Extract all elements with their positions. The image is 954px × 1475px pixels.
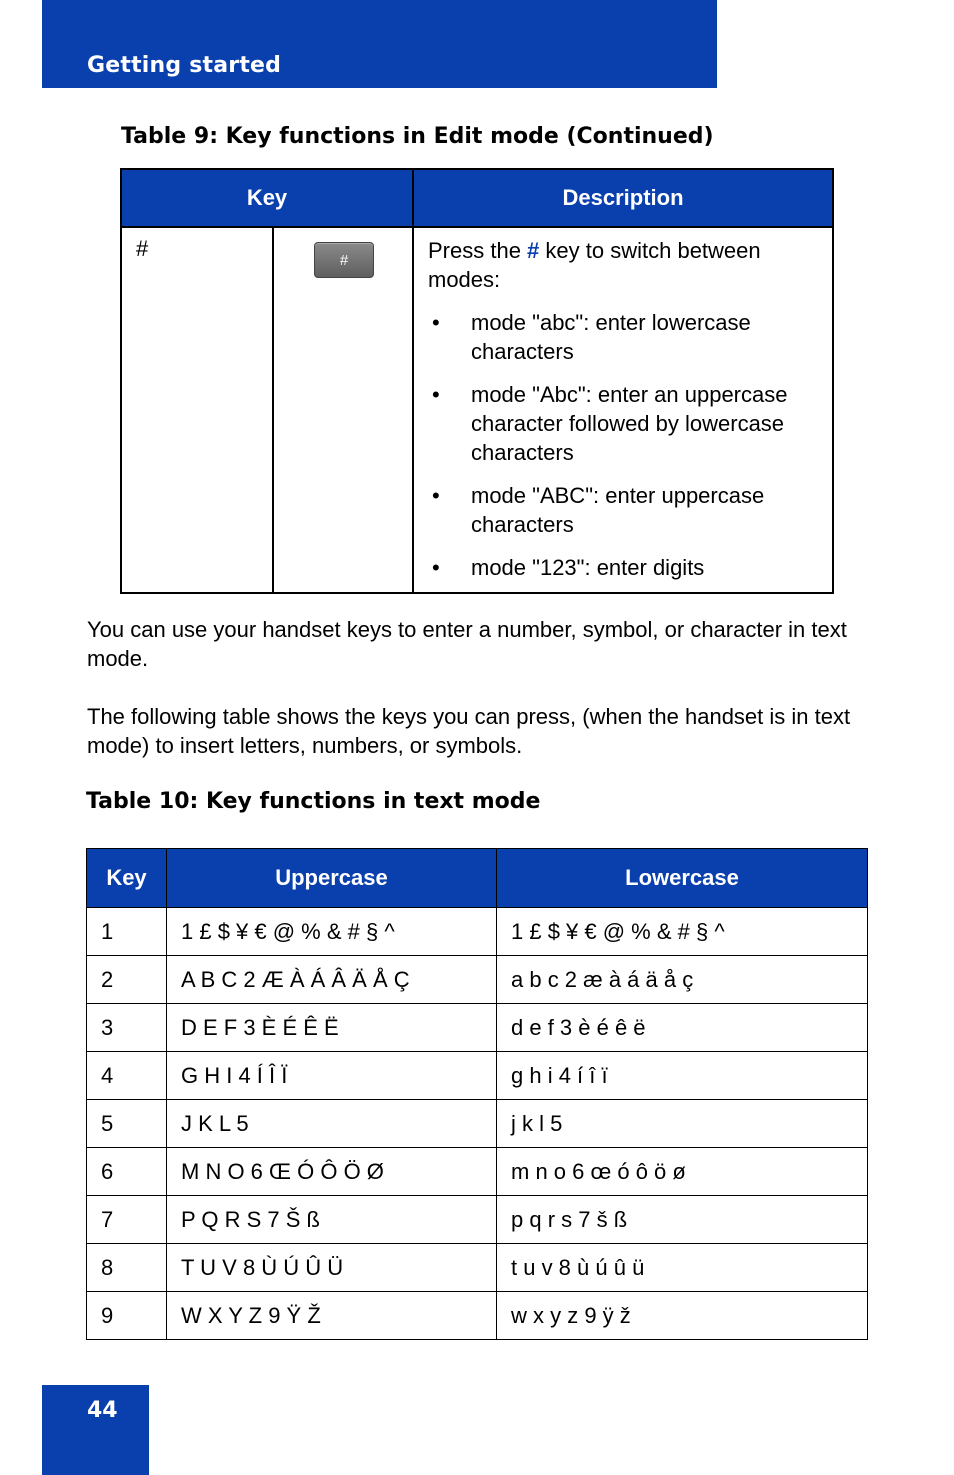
- key-cell: 7: [87, 1196, 167, 1244]
- table-row: [87, 956, 868, 1004]
- table10-header-lowercase: Lowercase: [497, 849, 868, 908]
- paragraph-table-intro: The following table shows the keys you can press, (when the handset is in text mode) to insert letters, numbers, or symbols.: [87, 704, 851, 758]
- table-row: [87, 1292, 868, 1340]
- list-item: [428, 553, 822, 582]
- lowercase-cell: g h i 4 í î ï: [497, 1052, 868, 1100]
- bullet: •: [432, 555, 440, 580]
- table9-header-key: Key: [121, 169, 413, 227]
- mode-text: mode "abc": enter lowercase characters: [471, 310, 751, 364]
- uppercase-cell: A B C 2 Æ À Á Â Ä Å Ç: [167, 956, 497, 1004]
- uppercase-cell: T U V 8 Ù Ú Û Ü: [167, 1244, 497, 1292]
- hash-key-label: #: [339, 251, 349, 269]
- lowercase-cell: j k l 5: [497, 1100, 868, 1148]
- lowercase-cell: m n o 6 œ ó ô ö ø: [497, 1148, 868, 1196]
- key-cell: 4: [87, 1052, 167, 1100]
- mode-text: mode "123": enter digits: [471, 555, 705, 580]
- table-row: [87, 1244, 868, 1292]
- uppercase-cell: 1 £ $ ¥ € @ % & # § ^: [167, 908, 497, 956]
- table-row: [87, 908, 868, 956]
- table10-header-key: Key: [87, 849, 167, 908]
- key-cell: 2: [87, 956, 167, 1004]
- lowercase-cell: p q r s 7 š ß: [497, 1196, 868, 1244]
- uppercase-cell: G H I 4 Í Î Ï: [167, 1052, 497, 1100]
- key-cell: 1: [87, 908, 167, 956]
- table-row: [87, 1196, 868, 1244]
- key-cell: 5: [87, 1100, 167, 1148]
- table10-header-uppercase: Uppercase: [167, 849, 497, 908]
- desc-key-highlight: #: [527, 238, 540, 263]
- bullet: •: [432, 310, 440, 335]
- table10-title: Table 10: Key functions in text mode: [86, 789, 541, 814]
- lowercase-cell: a b c 2 æ à á ä å ç: [497, 956, 868, 1004]
- description-intro: [428, 236, 822, 294]
- key-cell: 8: [87, 1244, 167, 1292]
- table-row: [87, 1004, 868, 1052]
- table9-header-description: Description: [413, 169, 833, 227]
- lowercase-cell: d e f 3 è é ê ë: [497, 1004, 868, 1052]
- uppercase-cell: W X Y Z 9 Ÿ Ž: [167, 1292, 497, 1340]
- table9-header-row: [121, 169, 833, 227]
- table-row: [87, 1100, 868, 1148]
- description-cell: [413, 227, 833, 593]
- lowercase-cell: w x y z 9 ÿ ž: [497, 1292, 868, 1340]
- lowercase-cell: 1 £ $ ¥ € @ % & # § ^: [497, 908, 868, 956]
- hash-key-icon: [314, 242, 374, 278]
- table-row: [121, 227, 833, 593]
- key-cell: 6: [87, 1148, 167, 1196]
- uppercase-cell: D E F 3 È É Ê Ë: [167, 1004, 497, 1052]
- section-title: Getting started: [87, 53, 282, 78]
- table-row: [87, 1052, 868, 1100]
- table10: [86, 848, 868, 1340]
- desc-pre: Press the: [428, 238, 528, 263]
- uppercase-cell: J K L 5: [167, 1100, 497, 1148]
- bullet: •: [432, 382, 440, 407]
- key-cell: 3: [87, 1004, 167, 1052]
- uppercase-cell: P Q R S 7 Š ß: [167, 1196, 497, 1244]
- table10-header-row: [87, 849, 868, 908]
- list-item: [428, 481, 822, 539]
- table-row: [87, 1148, 868, 1196]
- mode-text: mode "ABC": enter uppercase characters: [471, 483, 765, 537]
- lowercase-cell: t u v 8 ù ú û ü: [497, 1244, 868, 1292]
- key-cell: 9: [87, 1292, 167, 1340]
- table9: [120, 168, 834, 594]
- bullet: •: [432, 483, 440, 508]
- mode-list: [428, 308, 822, 582]
- key-image-cell: [273, 227, 413, 593]
- desc-post: key to switch between modes:: [428, 238, 761, 292]
- key-symbol-cell: #: [121, 227, 273, 593]
- list-item: [428, 308, 822, 366]
- mode-text: mode "Abc": enter an uppercase character followed by lowercase characters: [471, 382, 788, 465]
- paragraph-intro: You can use your handset keys to enter a number, symbol, or character in text mode.: [87, 617, 847, 671]
- page-number: 44: [87, 1398, 118, 1423]
- uppercase-cell: M N O 6 Œ Ó Ô Ö Ø: [167, 1148, 497, 1196]
- list-item: [428, 380, 822, 467]
- table9-title: Table 9: Key functions in Edit mode (Continued): [121, 124, 714, 149]
